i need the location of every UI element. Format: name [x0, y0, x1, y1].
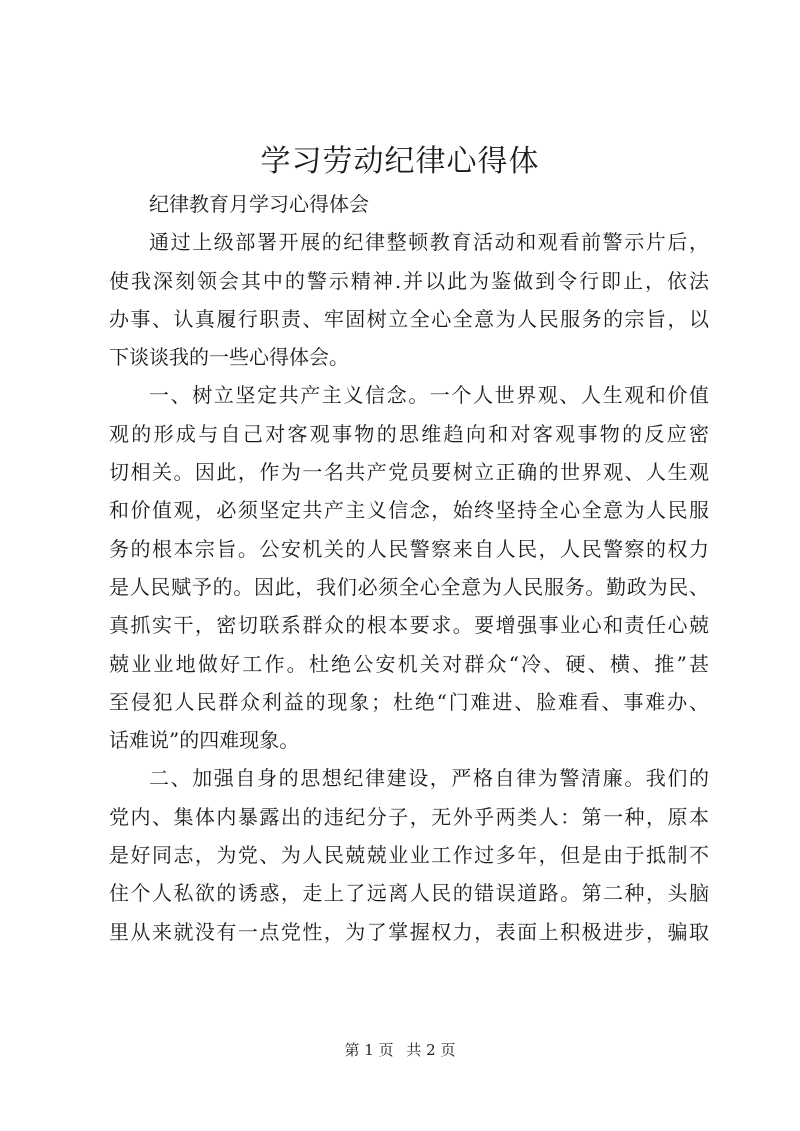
- text-line: 切相关。因此，作为一名共产党员要树立正确的世界观、人生观: [109, 460, 709, 485]
- page-number: 第 1 页: [344, 1041, 394, 1059]
- document-body: [109, 185, 709, 951]
- text-line: 里从来就没有一点党性，为了掌握权力，表面上积极进步，骗取: [109, 919, 709, 944]
- text-line: 党内、集体内暴露出的违纪分子，无外乎两类人：第一种，原本: [109, 804, 709, 829]
- text-line: 是人民赋予的。因此，我们必须全心全意为人民服务。勤政为民、: [109, 574, 709, 599]
- page-total: 共 2 页: [406, 1041, 456, 1059]
- text-line: 话难说”的四难现象。: [109, 728, 300, 753]
- text-line: 二、加强自身的思想纪律建设，严格自律为警清廉。我们的: [149, 766, 709, 791]
- text-line: 是好同志，为党、为人民兢兢业业工作过多年，但是由于抵制不: [109, 843, 709, 868]
- text-line: 观的形成与自己对客观事物的思维趋向和对客观事物的反应密: [109, 421, 709, 446]
- text-line: 办事、认真履行职责、牢固树立全心全意为人民服务的宗旨，以: [109, 306, 709, 331]
- page-footer: [0, 1040, 800, 1060]
- text-line: 兢业业地做好工作。杜绝公安机关对群众“冷、硬、横、推”甚: [109, 651, 709, 676]
- text-line: 通过上级部署开展的纪律整顿教育活动和观看前警示片后，: [149, 230, 709, 255]
- text-line: 住个人私欲的诱惑，走上了远离人民的错误道路。第二种，头脑: [109, 881, 709, 906]
- text-line: 务的根本宗旨。公安机关的人民警察来自人民，人民警察的权力: [109, 536, 709, 561]
- text-line: 使我深刻领会其中的警示精神.并以此为鉴做到令行即止，依法: [109, 268, 709, 293]
- document-title: 学习劳动纪律心得体: [260, 144, 540, 179]
- text-line: 和价值观，必须坚定共产主义信念，始终坚持全心全意为人民服: [109, 498, 709, 523]
- text-line: 真抓实干，密切联系群众的根本要求。要增强事业心和责任心兢: [109, 613, 709, 638]
- text-line: 至侵犯人民群众利益的现象；杜绝“门难进、脸难看、事难办、: [109, 689, 709, 714]
- text-line: 纪律教育月学习心得体会: [149, 192, 369, 216]
- text-line: 一、树立坚定共产主义信念。一个人世界观、人生观和价值: [149, 383, 709, 408]
- text-line: 下谈谈我的一些心得体会。: [109, 345, 349, 370]
